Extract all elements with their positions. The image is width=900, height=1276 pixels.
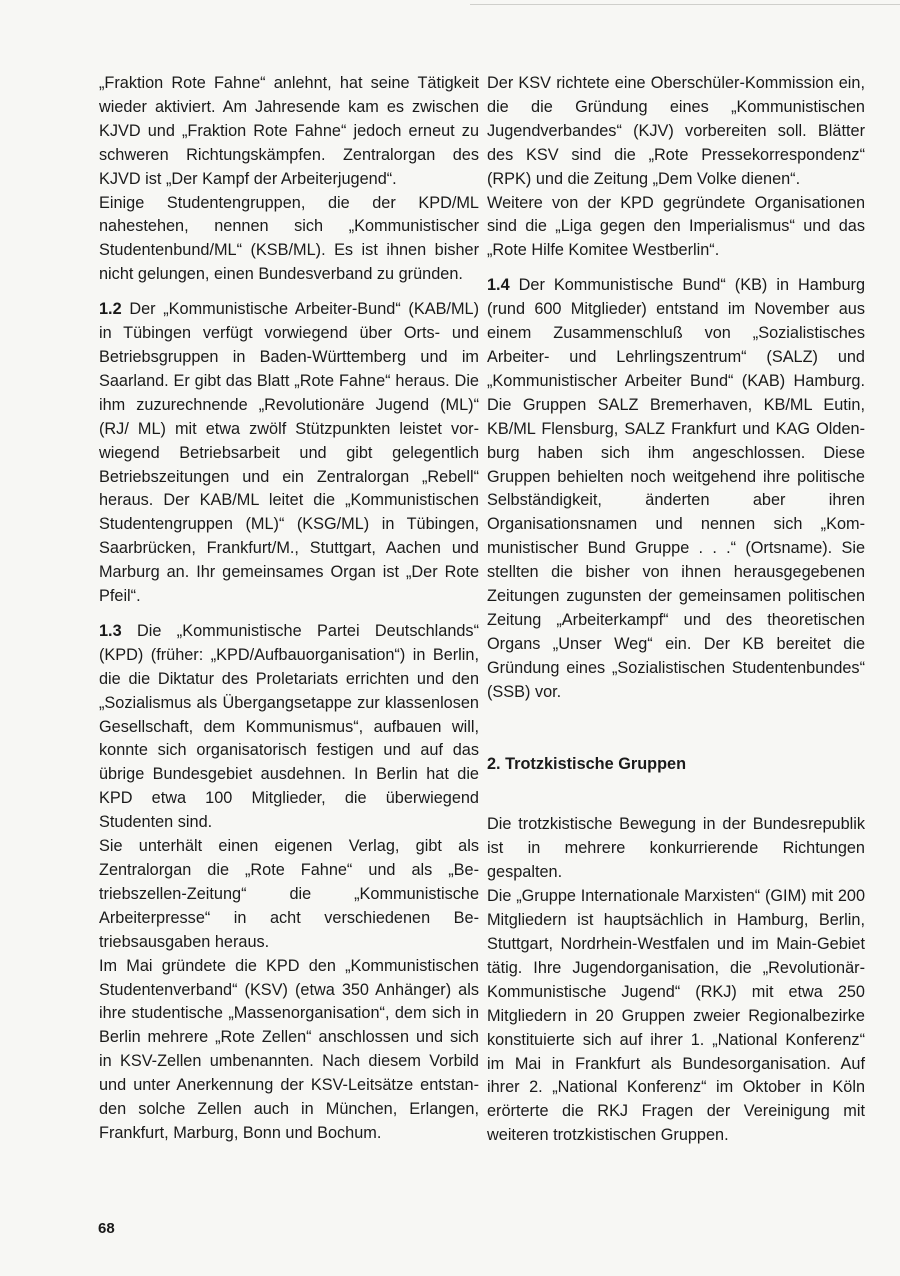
paragraph: Die trotzkistische Bewegung in der Bundesrepublik ist in mehrere konkurrierende Richtungen gespalten. [487,815,865,882]
section-text: Der Kommunistische Bund“ (KB) in Hamburg (rund 600 Mitglieder) entstand im November aus einem Zusammenschluß von „Sozialistisches Arbeiter- und Lehrlingszentrum“ (SALZ) und „Kommunistischer Arbeiter Bund“ (KAB) Hamburg. Die Gruppen SALZ Bremerhaven, KB/ML Eutin, KB/ML Flensburg, SALZ Frankfurt und KAG Oldenburg haben sich ihm angeschlossen. Diese Gruppen behielten noch weitgehend ihre politische Selbständigkeit, änderten aber ihren Organisationsnamen und nennen sich „Kommunistischer Bund Gruppe . . .“ (Ortsname). Sie stellten die bisher von ihnen herausgegebenen Zeitungen zugunsten der gemeinsamen politischen Zeitung „Arbeiterkampf“ und des theoretischen Organs „Unser Weg“ ein. Der KB bereitet die Gründung eines „Sozialistischen Studentenbundes“ (SSB) vor. [487,276,865,701]
section-text: Die „Kommunistische Partei Deutschlands“ (KPD) (früher: „KPD/Aufbauorganisation“) in Berlin, die die Diktatur des Proletariats errichten und den „Sozialismus als Übergangsetappe zur klassenlosen Gesellschaft, dem Kommunismus“, aufbauen will, konnte sich organisatorisch festigen und auf das übrige Bundesgebiet ausdehnen. In Berlin hat die KPD etwa 100 Mitglieder, die überwiegend Studenten sind. [99,621,479,832]
paragraph: Der KSV richtete eine Oberschüler-Kommission ein, die die Gründung eines „Kommunistischen Jugendverbandes“ (KJV) vorbereiten soll. Blätter des KSV sind die „Rote Pressekorrespondenz“ (RPK) und die Zeitung „Dem Volke dienen“. [487,74,865,188]
section-1-3 [99,620,479,835]
paragraph: „Fraktion Rote Fahne“ anlehnt, hat seine Tätigkeit wieder aktiviert. Am Jahresende kam es zwischen KJVD und „Fraktion Rote Fahne“ jedoch erneut zu schweren Richtungskämpfen. Zentralorgan des KJVD ist „Der Kampf der Arbeiterjugend“. [99,74,479,188]
paragraph: Die „Gruppe Internationale Marxisten“ (GIM) mit 200 Mitgliedern ist hauptsächlich in Hamburg, Berlin, Stuttgart, Nordrhein-Westfalen und im Main-Gebiet tätig. Ihre Jugendorganisation, die „Revolutionär-Kommunistische Jugend“ (RKJ) mit etwa 250 Mitgliedern in 20 Gruppen zweier Regionalbezirke konstituierte sich auf ihrer 1. „National Konferenz“ im Mai in Frankfurt als Bundesorganisation. Auf ihrer 2. „National Konferenz“ im Oktober in Köln erörterte die RKJ Fragen der Vereinigung mit weiteren trotzkistischen Gruppen. [487,887,865,1145]
paragraph: Einige Studentengruppen, die der KPD/ML nahestehen, nennen sich „Kommunistischer Studentenbund/ML“ (KSB/ML). Es ist ihnen bisher nicht gelungen, einen Bundesverband zu gründen. [99,193,479,284]
section-number: 1.3 [99,621,122,640]
paragraph: Weitere von der KPD gegründete Organisationen sind die „Liga gegen den Imperialismus“ und das „Rote Hilfe Komitee Westberlin“. [487,193,865,260]
section-1-2 [99,298,479,609]
section-text: Der „Kommunistische Arbeiter-Bund“ (KAB/ML) in Tübingen verfügt vorwiegend über Orts- und Betriebsgruppen in Baden-Württemberg und im Saarland. Er gibt das Blatt „Rote Fahne“ heraus. Die ihm zuzurechnende „Revolutionäre Jugend (ML)“ (RJ/ ML) mit etwa zwölf Stützpunkten leistet vorwiegend Betriebsarbeit und gibt gelegentlich Betriebszeitungen und ein Zentralorgan „Rebell“ heraus. Der KAB/ML leitet die „Kommunistischen Studentengruppen (ML)“ (KSG/ML) in Tübingen, Saarbrücken, Frankfurt/M., Stuttgart, Aachen und Marburg an. Ihr gemeinsames Organ ist „Der Rote Pfeil“. [99,300,479,606]
section-1-4 [487,274,865,704]
left-column [99,72,479,1146]
page-number: 68 [98,1220,115,1237]
section-heading: 2. Trotzkistische Gruppen [487,754,687,773]
paragraph: Im Mai gründete die KPD den „Kommunistischen Studentenverband“ (KSV) (etwa 350 Anhänger) als ihre studentische „Massenorganisation“, dem sich in Berlin mehrere „Rote Zellen“ anschlossen und sich in KSV-Zellen umbenannten. Nach diesem Vorbild und unter Anerkennung der KSV-Leitsätze entstanden solche Zellen auch in München, Erlangen, Frankfurt, Marburg, Bonn und Bochum. [99,956,479,1142]
top-rule [470,4,900,5]
paragraph: Sie unterhält einen eigenen Verlag, gibt als Zentralorgan die „Rote Fahne“ und als „Betriebszellen-Zeitung“ die „Kommunistische Arbeiterpresse“ in acht verschiedenen Betriebsausgaben heraus. [99,837,479,951]
section-number: 1.2 [99,300,122,319]
section-number: 1.4 [487,276,510,295]
right-column [487,72,865,1148]
